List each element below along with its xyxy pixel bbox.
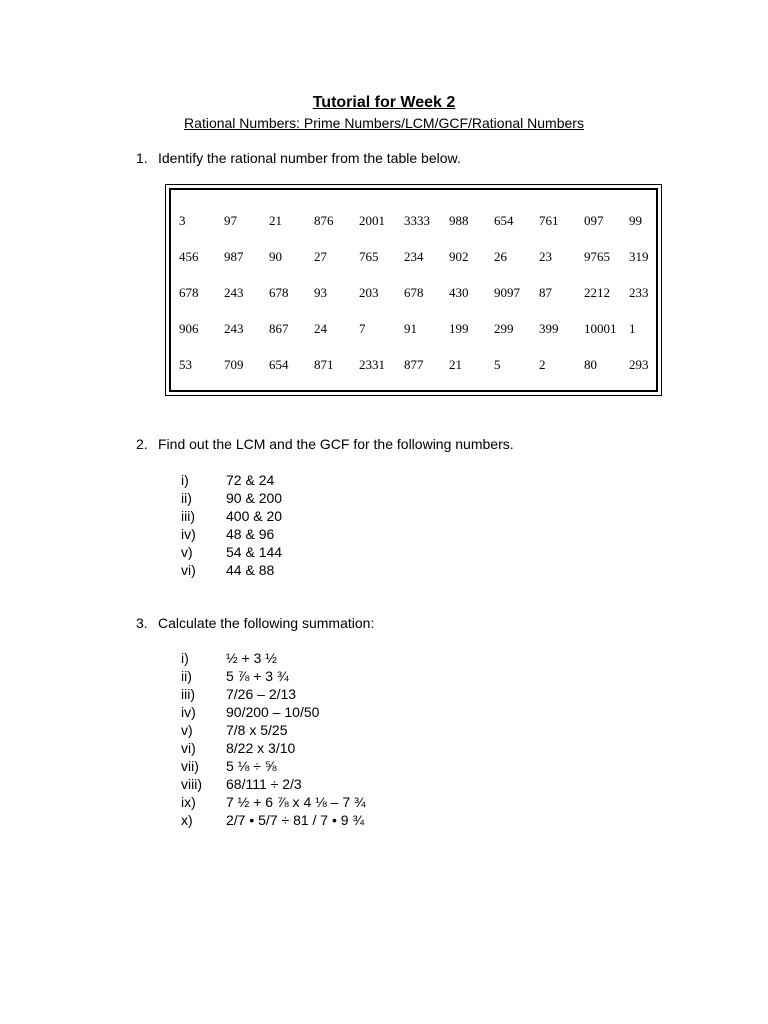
table-cell: 9097 bbox=[494, 285, 520, 300]
question-1-text: Identify the rational number from the table below. bbox=[158, 150, 461, 166]
item-value: 5 ⅞ + 3 ¾ bbox=[226, 668, 289, 684]
list-item bbox=[181, 757, 366, 775]
list-item bbox=[181, 685, 366, 703]
list-item bbox=[181, 721, 366, 739]
table-cell: 902 bbox=[449, 249, 469, 264]
table-cell: 243 bbox=[224, 285, 244, 300]
table-cell: 7 bbox=[359, 321, 366, 336]
table-cell: 199 bbox=[449, 321, 469, 336]
item-label: i) bbox=[181, 650, 189, 666]
item-label: ii) bbox=[181, 668, 192, 684]
question-2-number: 2. bbox=[136, 436, 148, 452]
question-1-number: 1. bbox=[136, 150, 148, 166]
table-cell: 243 bbox=[224, 321, 244, 336]
table-cell: 2212 bbox=[584, 285, 610, 300]
table-cell: 1 bbox=[629, 321, 636, 336]
table-cell: 709 bbox=[224, 357, 244, 372]
item-label: ix) bbox=[181, 794, 196, 810]
table-cell: 93 bbox=[314, 285, 327, 300]
list-item bbox=[181, 649, 366, 667]
item-value: 7/8 x 5/25 bbox=[226, 722, 288, 738]
table-cell: 27 bbox=[314, 249, 327, 264]
item-value: 8/22 x 3/10 bbox=[226, 740, 296, 756]
table-cell: 21 bbox=[269, 213, 282, 228]
table-cell: 23 bbox=[539, 249, 552, 264]
table-cell: 906 bbox=[179, 321, 199, 336]
item-label: iii) bbox=[181, 508, 195, 524]
item-label: v) bbox=[181, 544, 193, 560]
table-cell: 21 bbox=[449, 357, 462, 372]
question-3-text: Calculate the following summation: bbox=[158, 615, 375, 631]
table-cell: 456 bbox=[179, 249, 199, 264]
table-cell: 319 bbox=[629, 249, 649, 264]
list-item bbox=[181, 507, 282, 525]
item-label: v) bbox=[181, 722, 193, 738]
table-cell: 988 bbox=[449, 213, 469, 228]
item-value: 44 & 88 bbox=[226, 562, 275, 578]
item-label: ii) bbox=[181, 490, 192, 506]
item-label: x) bbox=[181, 812, 193, 828]
page-subtitle: Rational Numbers: Prime Numbers/LCM/GCF/Rational Numbers bbox=[184, 115, 584, 131]
list-item bbox=[181, 811, 366, 829]
table-cell: 299 bbox=[494, 321, 514, 336]
item-value: 7 ½ + 6 ⅞ x 4 ⅛ – 7 ¾ bbox=[226, 794, 366, 810]
page-title: Tutorial for Week 2 bbox=[312, 94, 456, 111]
table-cell: 80 bbox=[584, 357, 597, 372]
list-item bbox=[181, 543, 282, 561]
item-label: vi) bbox=[181, 740, 196, 756]
table-cell: 399 bbox=[539, 321, 559, 336]
list-item bbox=[181, 489, 282, 507]
item-value: 7/26 – 2/13 bbox=[226, 686, 297, 702]
table-cell: 53 bbox=[179, 357, 192, 372]
table-cell: 99 bbox=[629, 213, 642, 228]
table-cell: 876 bbox=[314, 213, 334, 228]
table-cell: 877 bbox=[404, 357, 424, 372]
list-item bbox=[181, 775, 366, 793]
number-table bbox=[165, 184, 662, 396]
table-cell: 3333 bbox=[404, 213, 430, 228]
list-item bbox=[181, 525, 282, 543]
table-cell: 90 bbox=[269, 249, 282, 264]
table-cell: 678 bbox=[404, 285, 424, 300]
item-value: 90 & 200 bbox=[226, 490, 283, 506]
table-cell: 3 bbox=[179, 213, 186, 228]
table-cell: 987 bbox=[224, 249, 244, 264]
list-item bbox=[181, 667, 366, 685]
question-2-list bbox=[181, 471, 282, 579]
item-value: 48 & 96 bbox=[226, 526, 275, 542]
table-cell: 9765 bbox=[584, 249, 610, 264]
item-value: 54 & 144 bbox=[226, 544, 283, 560]
table-cell: 234 bbox=[404, 249, 424, 264]
table-cell: 2 bbox=[539, 357, 546, 372]
table-cell: 867 bbox=[269, 321, 289, 336]
item-value: 72 & 24 bbox=[226, 472, 275, 488]
table-cell: 2001 bbox=[359, 213, 385, 228]
table-cell: 765 bbox=[359, 249, 379, 264]
table-cell: 97 bbox=[224, 213, 237, 228]
table-cell: 5 bbox=[494, 357, 501, 372]
list-item bbox=[181, 561, 282, 579]
question-3-number: 3. bbox=[136, 615, 148, 631]
table-cell: 097 bbox=[584, 213, 604, 228]
item-label: iii) bbox=[181, 686, 195, 702]
question-3-list bbox=[181, 649, 366, 829]
number-table-inner bbox=[169, 188, 658, 392]
item-value: 2/7 • 5/7 ÷ 81 / 7 • 9 ¾ bbox=[226, 812, 365, 828]
table-cell: 2331 bbox=[359, 357, 385, 372]
table-cell: 654 bbox=[494, 213, 514, 228]
table-cell: 430 bbox=[449, 285, 469, 300]
table-cell: 678 bbox=[269, 285, 289, 300]
question-2 bbox=[136, 436, 514, 452]
list-item bbox=[181, 703, 366, 721]
list-item bbox=[181, 471, 282, 489]
item-label: iv) bbox=[181, 704, 196, 720]
item-label: i) bbox=[181, 472, 189, 488]
list-item bbox=[181, 739, 366, 757]
table-cell: 87 bbox=[539, 285, 552, 300]
item-label: viii) bbox=[181, 776, 202, 792]
item-value: ½ + 3 ½ bbox=[226, 650, 277, 666]
item-label: vi) bbox=[181, 562, 196, 578]
table-cell: 761 bbox=[539, 213, 559, 228]
table-cell: 654 bbox=[269, 357, 289, 372]
question-2-text: Find out the LCM and the GCF for the following numbers. bbox=[158, 436, 514, 452]
table-cell: 24 bbox=[314, 321, 327, 336]
table-cell: 203 bbox=[359, 285, 379, 300]
table-cell: 10001 bbox=[584, 321, 617, 336]
item-value: 90/200 – 10/50 bbox=[226, 704, 320, 720]
item-label: iv) bbox=[181, 526, 196, 542]
item-label: vii) bbox=[181, 758, 199, 774]
table-cell: 26 bbox=[494, 249, 507, 264]
table-cell: 91 bbox=[404, 321, 417, 336]
list-item bbox=[181, 793, 366, 811]
question-3 bbox=[136, 615, 374, 631]
item-value: 5 ⅛ ÷ ⅝ bbox=[226, 758, 277, 774]
question-1 bbox=[136, 150, 461, 166]
item-value: 68/111 ÷ 2/3 bbox=[226, 776, 302, 792]
table-cell: 233 bbox=[629, 285, 649, 300]
item-value: 400 & 20 bbox=[226, 508, 283, 524]
table-cell: 293 bbox=[629, 357, 649, 372]
table-cell: 871 bbox=[314, 357, 334, 372]
table-cell: 678 bbox=[179, 285, 199, 300]
